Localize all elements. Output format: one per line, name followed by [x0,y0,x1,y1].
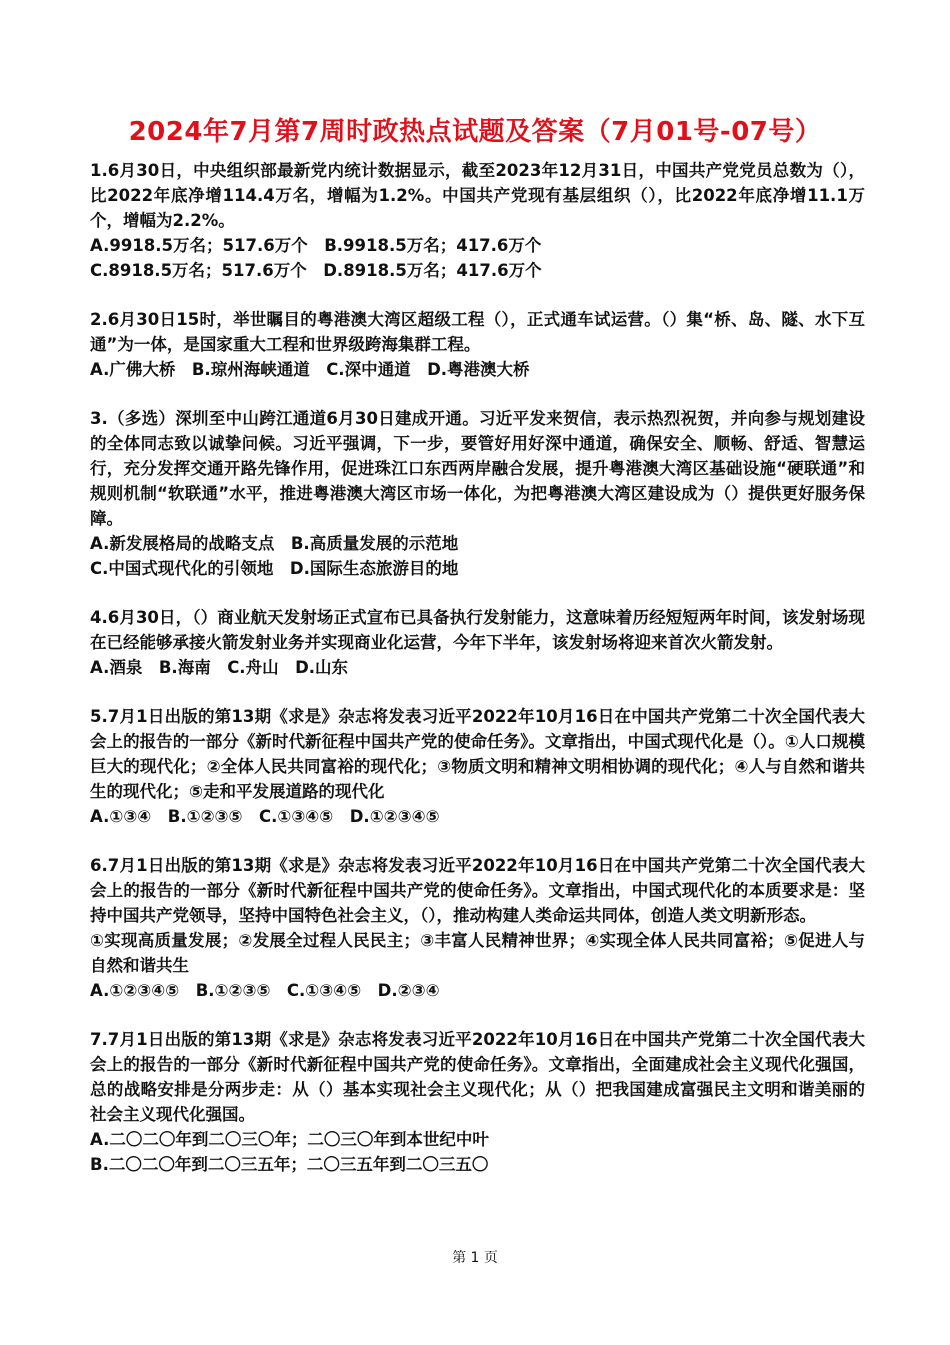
page-number: 第 1 页 [452,1250,498,1266]
question-choices-text: ①实现高质量发展；②发展全过程人民民主；③丰富人民精神世界；④实现全体人民共同富裕；⑤促进人与自然和谐共生 [90,931,865,975]
document-title: 2024年7月第7周时政热点试题及答案（7月01号-07号） [128,117,822,147]
question-6 [90,853,865,1003]
question-5 [90,704,865,829]
question-options: A.广佛大桥 B.琼州海峡通道 C.深中通道 D.粤港澳大桥 [90,360,530,379]
question-stem: 7.7月1日出版的第13期《求是》杂志将发表习近平2022年10月16日在中国共产党第二十次全国代表大会上的报告的一部分《新时代新征程中国共产党的使命任务》。文章指出，全面建成社会主义现代化强国，总的战略安排是分两步走：从（）基本实现社会主义现代化；从（）把我国建成富强民主文明和谐美丽的社会主义现代化强国。 [90,1030,865,1124]
question-list [90,158,865,1201]
question-4 [90,605,865,680]
question-2 [90,307,865,382]
question-options: A.①②③④⑤ B.①②③⑤ C.①③④⑤ D.②③④ [90,981,440,1000]
question-3 [90,406,865,581]
question-stem: 5.7月1日出版的第13期《求是》杂志将发表习近平2022年10月16日在中国共产党第二十次全国代表大会上的报告的一部分《新时代新征程中国共产党的使命任务》。文章指出，中国式现代化是（）。①人口规模巨大的现代化；②全体人民共同富裕的现代化；③物质文明和精神文明相协调的现代化；④人与自然和谐共生的现代化；⑤走和平发展道路的现代化 [90,707,865,801]
question-1 [90,158,865,283]
question-stem: 3.（多选）深圳至中山跨江通道6月30日建成开通。习近平发来贺信，表示热烈祝贺，并向参与规划建设的全体同志致以诚挚问候。习近平强调，下一步，要管好用好深中通道，确保安全、顺畅、舒适、智慧运行，充分发挥交通开路先锋作用，促进珠江口东西两岸融合发展，提升粤港澳大湾区基础设施“硬联通”和规则机制“软联通”水平，推进粤港澳大湾区市场一体化，为把粤港澳大湾区建设成为（）提供更好服务保障。 [90,409,865,528]
question-stem: 1.6月30日，中央组织部最新党内统计数据显示，截至2023年12月31日，中国共产党党员总数为（），比2022年底净增114.4万名，增幅为1.2%。中国共产党现有基层组织（），比2022年底净增11.1万个，增幅为2.2%。 [90,161,865,230]
question-options: A.①③④ B.①②③⑤ C.①③④⑤ D.①②③④⑤ [90,807,440,826]
question-options: A.9918.5万名；517.6万个 B.9918.5万名；417.6万个 [90,236,542,255]
question-options: A.酒泉 B.海南 C.舟山 D.山东 [90,658,349,677]
question-options: A.新发展格局的战略支点 B.高质量发展的示范地 [90,534,459,553]
question-options: C.中国式现代化的引领地 D.国际生态旅游目的地 [90,559,459,578]
question-options: A.二〇二〇年到二〇三〇年；二〇三〇年到本世纪中叶 [90,1130,489,1149]
question-7 [90,1027,865,1177]
question-options: C.8918.5万名；517.6万个 D.8918.5万名；417.6万个 [90,261,542,280]
question-stem: 2.6月30日15时，举世瞩目的粤港澳大湾区超级工程（），正式通车试运营。（）集“桥、岛、隧、水下互通”为一体，是国家重大工程和世界级跨海集群工程。 [90,310,865,354]
question-options: B.二〇二〇年到二〇三五年；二〇三五年到二〇三五〇 [90,1155,489,1174]
question-stem: 4.6月30日，（）商业航天发射场正式宣布已具备执行发射能力，这意味着历经短短两年时间，该发射场现在已经能够承接火箭发射业务并实现商业化运营，今年下半年，该发射场将迎来首次火箭发射。 [90,608,865,652]
question-stem: 6.7月1日出版的第13期《求是》杂志将发表习近平2022年10月16日在中国共产党第二十次全国代表大会上的报告的一部分《新时代新征程中国共产党的使命任务》。文章指出，中国式现代化的本质要求是：坚持中国共产党领导，坚持中国特色社会主义，（），推动构建人类命运共同体，创造人类文明新形态。 [90,856,865,925]
